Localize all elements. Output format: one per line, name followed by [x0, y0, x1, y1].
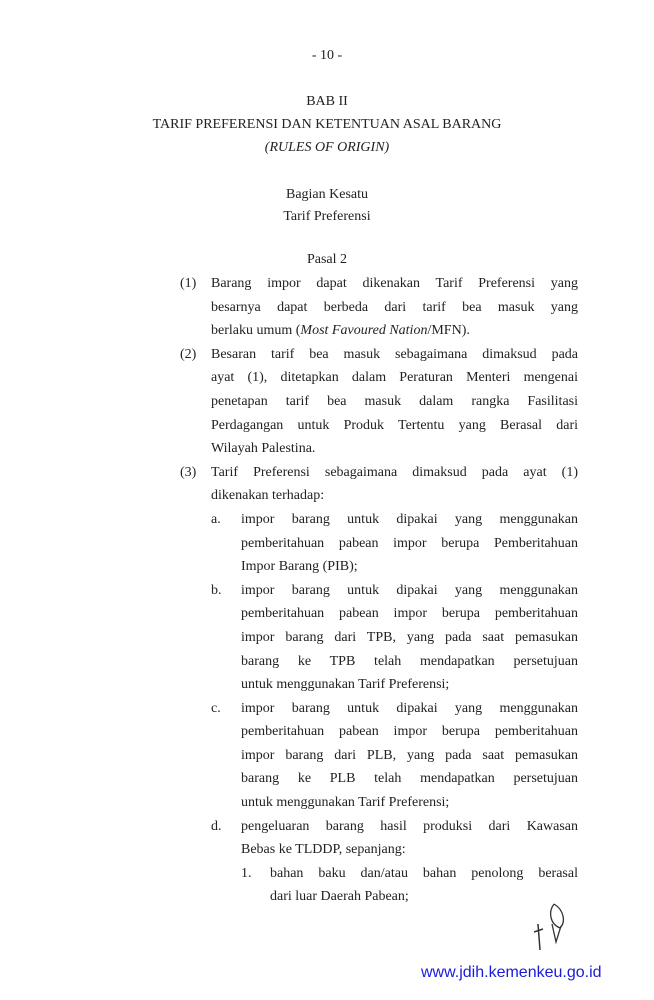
text-line — [241, 791, 578, 815]
list-item — [180, 461, 578, 508]
text-line — [211, 414, 578, 438]
line-text: Perdagangan untuk Produk Tertentu yang Berasal dari — [211, 417, 578, 433]
line-text: dari luar Daerah Pabean; — [270, 889, 409, 905]
line-text: Wilayah Palestina. — [211, 441, 316, 457]
text-line — [241, 673, 578, 697]
line-text: impor barang dari PLB, yang pada saat pemasukan — [241, 747, 578, 763]
item-label: a. — [211, 511, 221, 527]
text-line — [211, 296, 578, 320]
text-line — [211, 366, 578, 390]
line-text: ayat (1), ditetapkan dalam Peraturan Menteri mengenai — [211, 370, 578, 386]
chapter-title: TARIF PREFERENSI DAN KETENTUAN ASAL BARANG — [152, 117, 502, 132]
section-title: Tarif Preferensi — [283, 209, 371, 224]
article-heading: Pasal 2 — [306, 252, 348, 267]
signature-initials — [530, 902, 580, 952]
section-label: Bagian Kesatu — [285, 187, 369, 202]
text-line — [211, 437, 578, 461]
text-line — [241, 532, 578, 556]
line-text: Tarif Preferensi sebagaimana dimaksud pada ayat (1) — [211, 464, 578, 480]
list-item — [180, 697, 578, 815]
text-line — [241, 508, 578, 532]
item-label: (1) — [180, 276, 197, 291]
line-text: Barang impor dapat dikenakan Tarif Preferensi yang — [211, 276, 578, 291]
text-line — [241, 579, 578, 603]
item-label: b. — [211, 582, 222, 598]
list-item — [180, 862, 578, 909]
line-text: untuk menggunakan Tarif Preferensi; — [241, 795, 450, 811]
line-text: bahan baku dan/atau bahan penolong berasal — [270, 865, 578, 881]
list-item — [180, 508, 578, 579]
line-text: Besaran tarif bea masuk sebagaimana dimaksud pada — [211, 346, 578, 362]
line-text: besarnya dapat berbeda dari tarif bea masuk yang — [211, 299, 578, 315]
item-label: (3) — [180, 464, 197, 480]
text-line — [241, 697, 578, 721]
line-text: pengeluaran barang hasil produksi dari Kawasan — [241, 818, 578, 834]
line-text: impor barang untuk dipakai yang menggunakan — [241, 700, 578, 716]
line-text: barang ke TPB telah mendapatkan persetujuan — [241, 653, 578, 669]
text-line — [211, 343, 578, 367]
list-item — [180, 579, 578, 697]
line-text: pemberitahuan pabean impor berupa pemberitahuan — [241, 606, 578, 622]
list-item — [180, 815, 578, 862]
text-line — [241, 767, 578, 791]
line-text: penetapan tarif bea masuk dalam rangka Fasilitasi — [211, 393, 578, 409]
text-line — [211, 272, 578, 296]
line-text: impor barang untuk dipakai yang menggunakan — [241, 511, 578, 527]
line-text: Bebas ke TLDDP, sepanjang: — [241, 842, 406, 858]
text-line — [241, 602, 578, 626]
text-line — [211, 390, 578, 414]
text-line — [270, 862, 578, 886]
item-label: c. — [211, 700, 221, 716]
item-label: 1. — [241, 865, 252, 881]
line-text: impor barang dari TPB, yang pada saat pemasukan — [241, 629, 578, 645]
line-text: pemberitahuan pabean impor berupa pemberitahuan — [241, 724, 578, 740]
text-line — [241, 720, 578, 744]
text-line — [241, 555, 578, 579]
page-number: - 10 - — [311, 48, 343, 63]
chapter-subtitle: (RULES OF ORIGIN) — [264, 140, 390, 155]
article-body — [180, 272, 578, 909]
line-text: barang ke PLB telah mendapatkan persetujuan — [241, 771, 578, 787]
line-text: berlaku umum (Most Favoured Nation/MFN). — [211, 323, 470, 339]
footer-url[interactable]: www.jdih.kemenkeu.go.id — [421, 964, 602, 981]
text-line — [211, 461, 578, 485]
line-text: impor barang untuk dipakai yang menggunakan — [241, 582, 578, 598]
list-item — [180, 343, 578, 461]
item-label: d. — [211, 818, 222, 834]
line-text: pemberitahuan pabean impor berupa Pemberitahuan — [241, 535, 578, 551]
text-line — [241, 626, 578, 650]
line-text: untuk menggunakan Tarif Preferensi; — [241, 677, 450, 693]
list-item — [180, 272, 578, 343]
line-text: dikenakan terhadap: — [211, 488, 325, 504]
text-line — [241, 815, 578, 839]
item-label: (2) — [180, 346, 197, 362]
text-line — [241, 650, 578, 674]
chapter-number: BAB II — [306, 94, 348, 109]
line-text: Impor Barang (PIB); — [241, 559, 358, 575]
text-line — [241, 838, 578, 862]
text-line — [211, 484, 578, 508]
text-line — [211, 319, 578, 343]
text-line — [241, 744, 578, 768]
